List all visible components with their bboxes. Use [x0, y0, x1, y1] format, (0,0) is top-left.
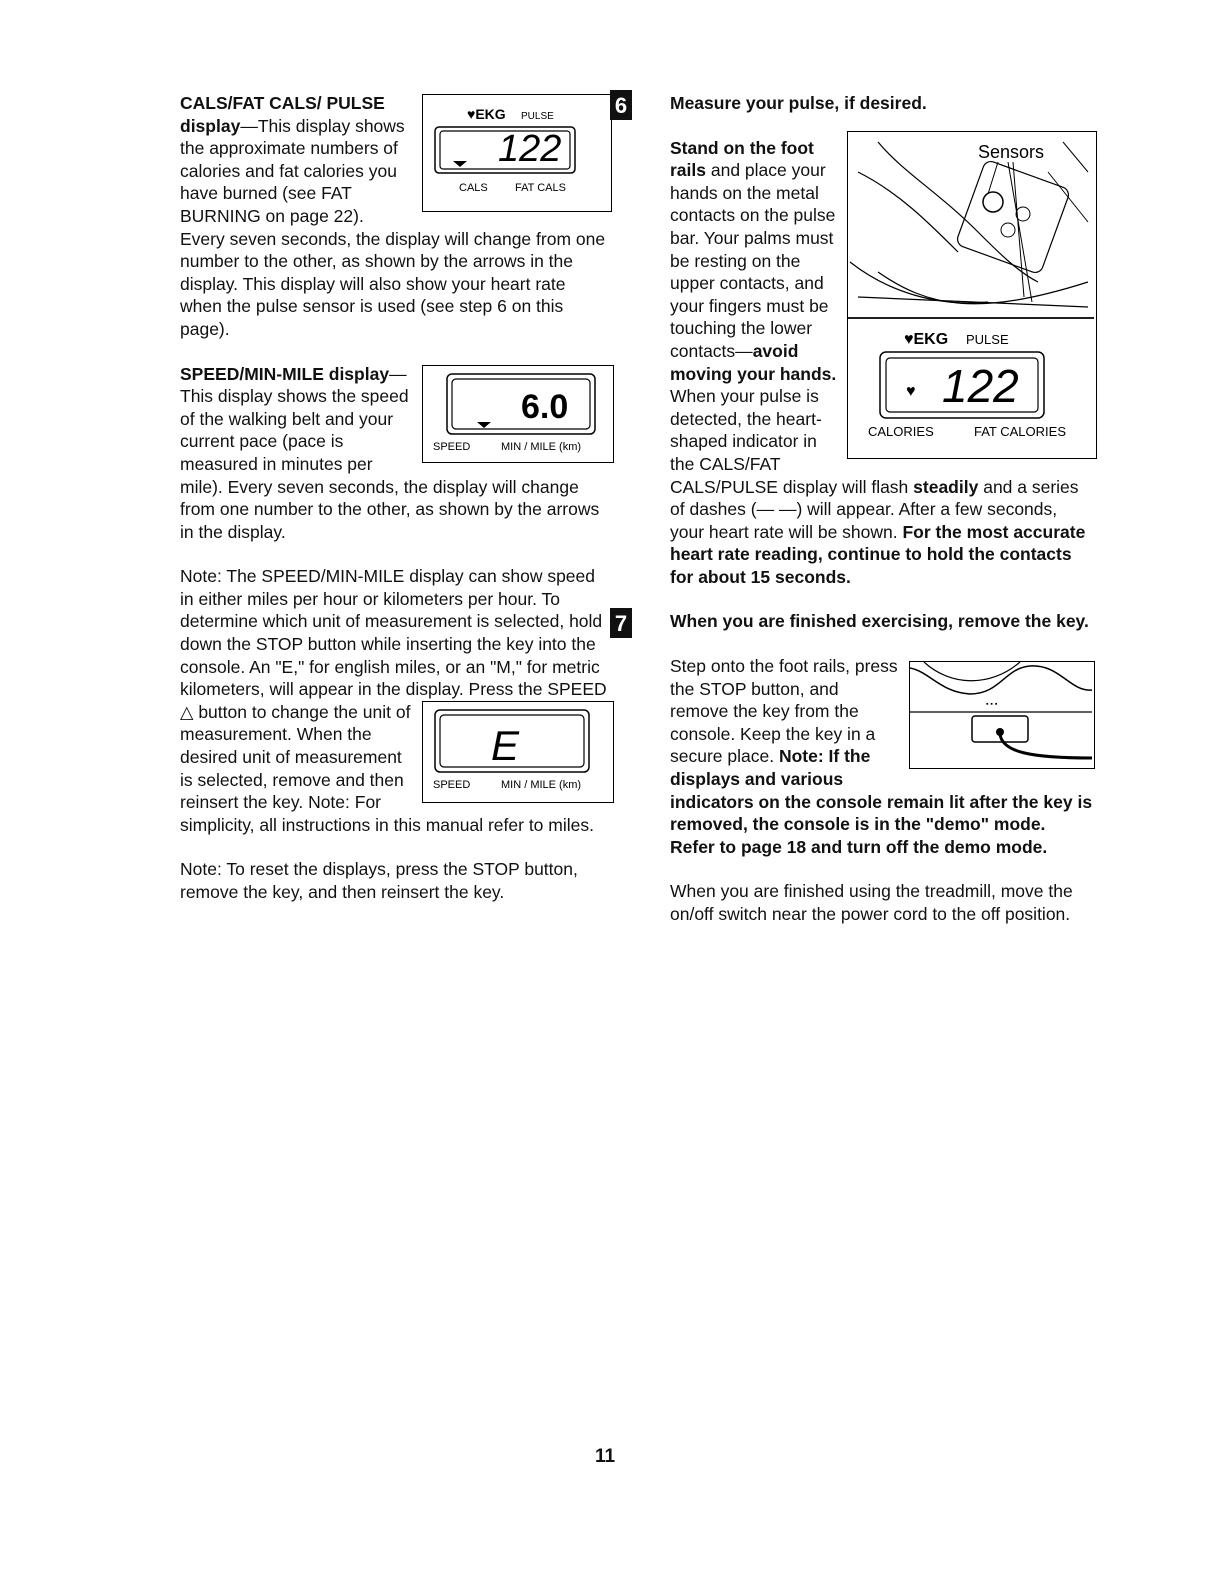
step-7-title: When you are finished exercising, remove the key.: [670, 611, 1089, 632]
calories-label: CALORIES: [868, 423, 934, 439]
cals-heading: CALS/FAT CALS/ PULSE display: [180, 93, 385, 136]
speed-display-figure: [422, 365, 614, 463]
cals-value: 122: [498, 128, 562, 170]
speed-section: [180, 363, 610, 544]
reset-note-text: Note: To reset the displays, press the STOP button, remove the key, and then reinsert the key.: [180, 859, 578, 902]
speed-body: —This display shows the speed of the walking belt and your current pace (pace is measured in minutes per mile). Every seven seconds, the display will change from one number to the other, as shown by the arrows in the display.: [180, 363, 600, 542]
sensors-label: Sensors: [978, 141, 1045, 162]
unit-value: E: [491, 722, 520, 770]
cals-label: CALS: [459, 182, 488, 194]
units-note-text: Note: The SPEED/MIN-MILE display can show speed in either miles per hour or kilometers per hour. To determine which unit of measurement is selected, hold down the STOP button while inserting the key into the console. An "E," for english miles, or an "M," for metric kilometers, will appear in the display. Press the SPEED △ button to change the unit of measurement. When the desired unit of measurement is selected, remove and then reinsert the key. Note: For simplicity, all instructions in this manual refer to miles.: [180, 566, 607, 835]
lcd-illustration: [423, 366, 611, 460]
speed-heading: SPEED/MIN-MILE display: [180, 363, 390, 384]
console-key-illustration: [910, 662, 1092, 766]
min-mile-label: MIN / MILE (km): [501, 779, 582, 792]
ekg-label: ♥EKG: [467, 106, 506, 122]
step-6-intro: Stand on the foot rails: [670, 137, 814, 181]
step-7: [614, 610, 1095, 925]
units-note-section: [180, 565, 610, 836]
lcd-illustration: [423, 702, 611, 800]
pulse-sensor-figure: [847, 131, 1097, 459]
page-number: 11: [594, 1446, 616, 1467]
svg-text:▪ ▪ ▪: ▪ ▪ ▪: [986, 701, 998, 709]
cals-display-figure: [422, 94, 612, 212]
speed-label: SPEED: [433, 440, 471, 453]
fat-calories-label: FAT CALORIES: [974, 423, 1066, 439]
step-7-text: Step onto the foot rails, press the STOP button, and remove the key from the console. Keep the key in a secure place.: [670, 656, 898, 767]
step-7-note: Note: If the displays and various indicators on the console remain lit after the key is removed, the console is in the "demo" mode. Refer to page 18 and turn off the demo mode.: [670, 746, 1093, 857]
min-mile-label: MIN / MILE (km): [501, 440, 582, 453]
ekg-label: ♥EKG: [904, 330, 949, 348]
step-6: 6 Measure your pulse, if desired. Sensors ♥EKG PULSE ♥ 122 CALORIES FAT CALORIES Stand on the foot rails and place your hands on the metal contacts on the pulse bar. Your palms must be resting on the upper contacts, and your fingers must be touching the lower contacts—avoid moving your hands. When your pulse is detected, the heart-shaped indicator in the CALS/FAT CALS/PULSE display will flash steadily and a series of dashes (— —) will appear. After a few seconds, your heart rate will be shown. For the most accurate heart rate reading, continue to hold the contacts for about 15 seconds.: [630, 92, 1095, 588]
step-6-number: 6: [610, 90, 632, 120]
step-7-number: 7: [610, 608, 632, 638]
heart-indicator-icon: ♥: [906, 382, 916, 400]
cals-body: —This display shows the approximate numbers of calories and fat calories you have burned (see FAT BURNING on page 22). Every seven seconds, the display will change from one number to the other, as shown by the arrows in the display. This display will also show your heart rate when the pulse sensor is used (see step 6 on this page).: [180, 115, 606, 339]
pulse-value: 122: [942, 359, 1019, 412]
fat-cals-label: FAT CALS: [515, 182, 566, 194]
units-display-figure: [422, 701, 614, 803]
step-6-title: Measure your pulse, if desired.: [670, 93, 927, 113]
pulse-label: PULSE: [521, 111, 554, 122]
speed-value: 6.0: [521, 387, 569, 426]
pulse-label: PULSE: [966, 331, 1009, 347]
right-column: [614, 92, 1095, 926]
step-7-closing: When you are finished using the treadmill, move the on/off switch near the power cord to the off position.: [670, 881, 1073, 924]
speed-label: SPEED: [433, 779, 471, 792]
left-column: [180, 92, 610, 904]
remove-key-figure: [909, 661, 1095, 769]
lcd-illustration: [423, 95, 609, 209]
hand-on-sensors-illustration: [848, 132, 1094, 456]
cals-section: [180, 92, 610, 341]
